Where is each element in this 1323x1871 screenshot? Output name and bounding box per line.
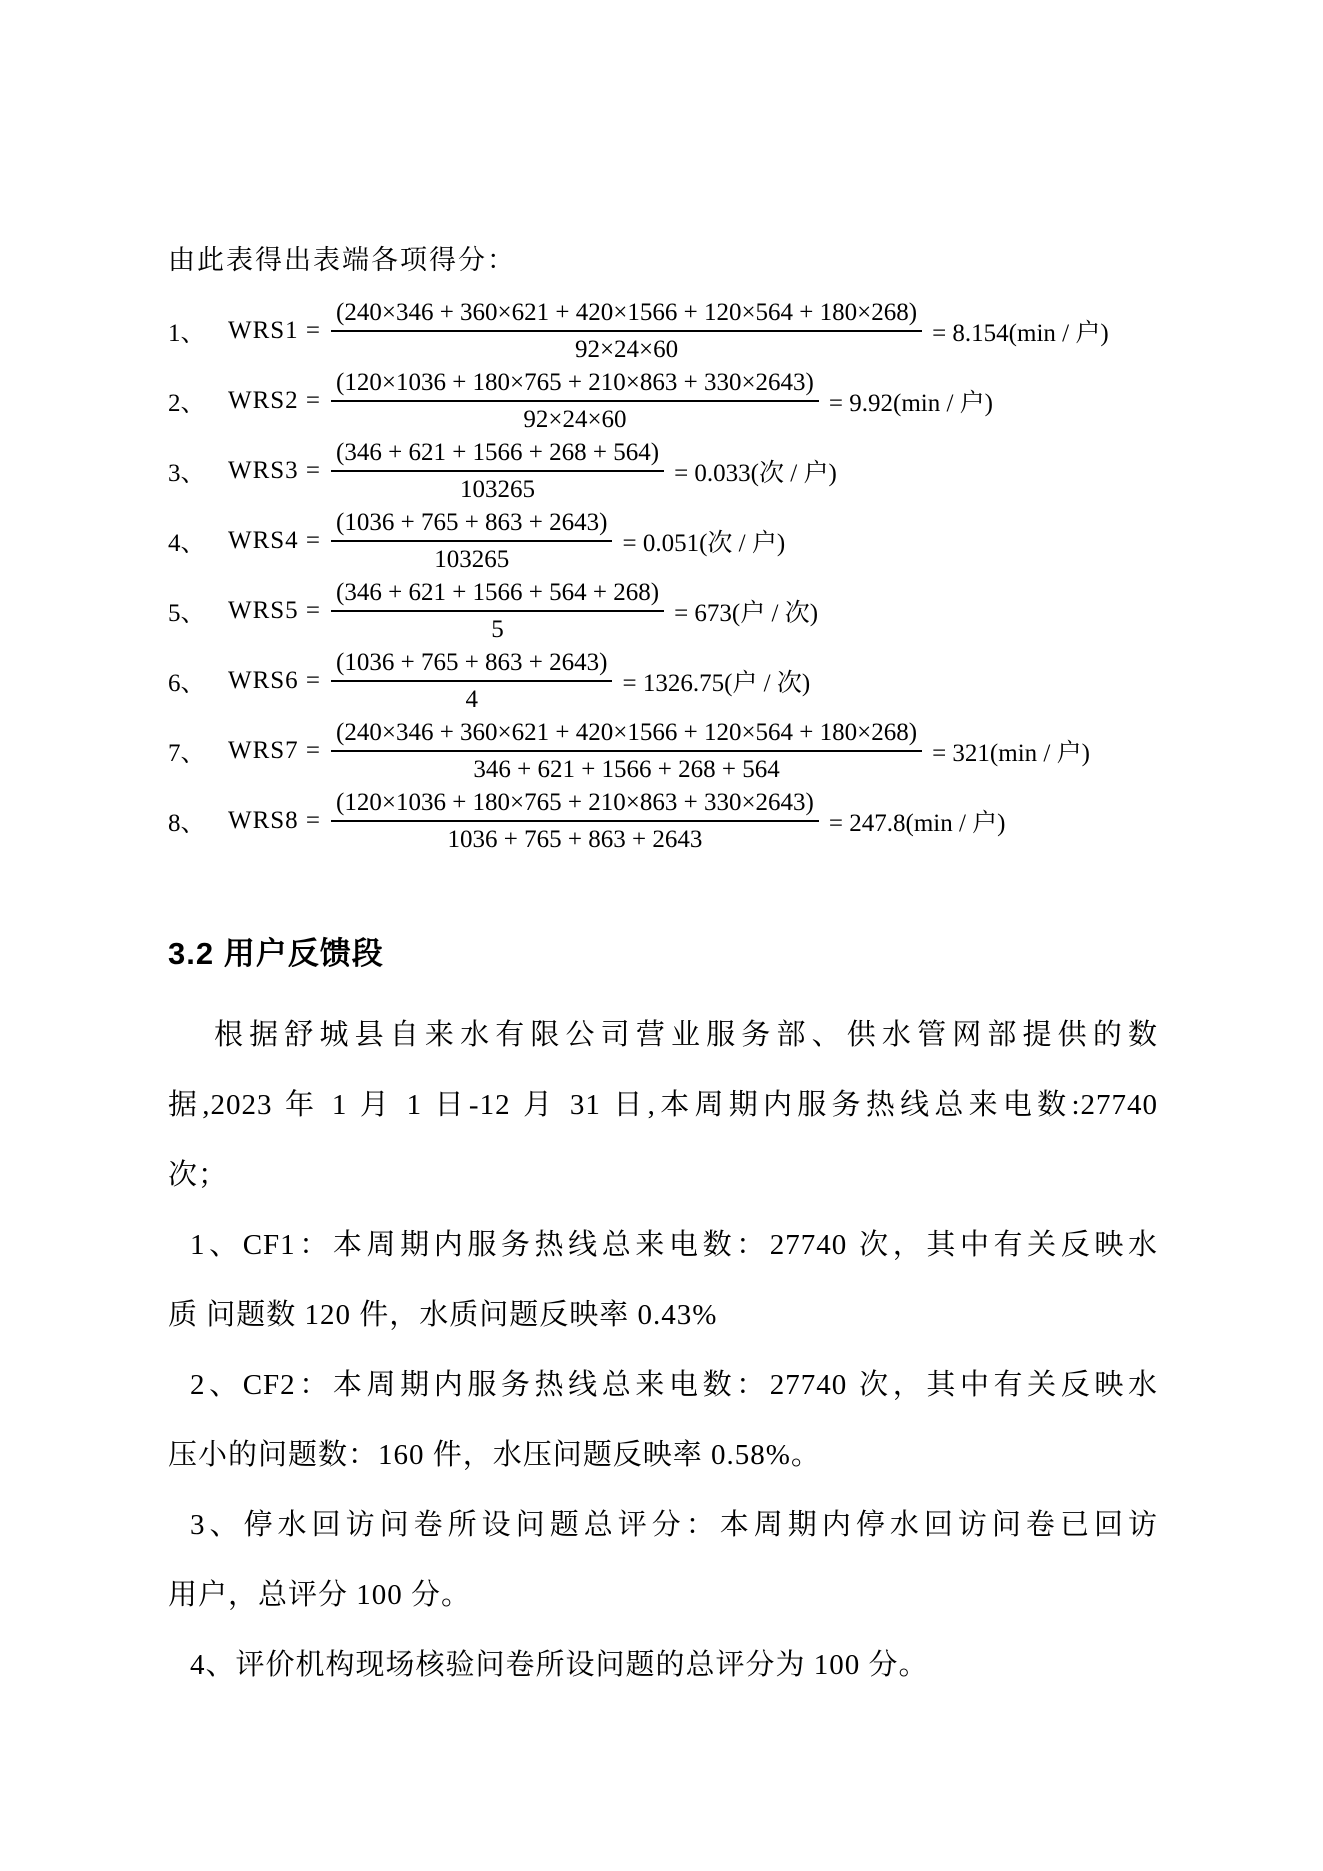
formula-row-wrs4 [168, 506, 1158, 576]
fraction-numerator: (1036 + 765 + 863 + 2643) [331, 648, 612, 683]
body-line: 压小的问题数：160 件，水压问题反映率 0.58%。 [168, 1439, 821, 1471]
formula-row-wrs6 [168, 646, 1158, 716]
formula-result: = 1326.75(户 / 次) [622, 670, 811, 697]
body-line: 1、CF1：本周期内服务热线总来电数：27740 次，其中有关反映水 [190, 1229, 1158, 1261]
fraction [331, 508, 612, 575]
formula-result: = 673(户 / 次) [674, 600, 819, 627]
fraction-denominator: 103265 [434, 546, 510, 573]
fraction [331, 298, 922, 365]
formula-result: = 8.154(min / 户) [932, 320, 1109, 347]
formula-index: 5、 [168, 600, 206, 627]
formula-index: 1、 [168, 320, 206, 347]
formula-index: 8、 [168, 810, 206, 837]
fraction-numerator: (120×1036 + 180×765 + 210×863 + 330×2643) [331, 788, 819, 823]
intro-line: 由此表得出表端各项得分： [168, 245, 516, 275]
formula-result: = 0.051(次 / 户) [622, 530, 786, 557]
fraction-denominator: 346 + 621 + 1566 + 268 + 564 [473, 756, 780, 783]
fraction [331, 648, 612, 715]
body-line: 3、停水回访问卷所设问题总评分：本周期内停水回访问卷已回访 [190, 1509, 1158, 1541]
fraction-numerator: (346 + 621 + 1566 + 564 + 268) [331, 578, 664, 613]
section-heading: 3.2 用户反馈段 [168, 936, 384, 971]
body-line: 次； [168, 1159, 229, 1191]
fraction-numerator: (240×346 + 360×621 + 420×1566 + 120×564 + 180×268) [331, 718, 922, 753]
formula-index: 4、 [168, 530, 206, 557]
formula-result: = 321(min / 户) [932, 740, 1090, 767]
body-line: 4、评价机构现场核验问卷所设问题的总评分为 100 分。 [190, 1649, 929, 1681]
fraction-numerator: (240×346 + 360×621 + 420×1566 + 120×564 + 180×268) [331, 298, 922, 333]
formula-lhs: WRS5 = [228, 597, 322, 624]
formula-lhs: WRS7 = [228, 737, 322, 764]
formula-row-wrs5 [168, 576, 1158, 646]
formula-row-wrs8 [168, 786, 1158, 856]
formula-result: = 9.92(min / 户) [828, 390, 993, 417]
formula-lhs: WRS6 = [228, 667, 322, 694]
document-content [168, 0, 1158, 1700]
body-line: 用户，总评分 100 分。 [168, 1579, 472, 1611]
body-line: 据,2023 年 1 月 1 日-12 月 31 日,本周期内服务热线总来电数:27740 [168, 1089, 1158, 1121]
fraction-denominator: 4 [465, 686, 478, 713]
formula-index: 2、 [168, 390, 206, 417]
fraction-denominator: 5 [491, 616, 504, 643]
fraction [331, 578, 664, 645]
formula-result: = 0.033(次 / 户) [674, 460, 837, 487]
formula-row-wrs7 [168, 716, 1158, 786]
fraction [331, 438, 664, 505]
fraction [331, 718, 922, 785]
body-line: 2、CF2：本周期内服务热线总来电数：27740 次，其中有关反映水 [190, 1369, 1158, 1401]
fraction-numerator: (1036 + 765 + 863 + 2643) [331, 508, 612, 543]
fraction-denominator: 92×24×60 [574, 336, 679, 363]
formula-row-wrs2 [168, 366, 1158, 436]
body-text [168, 1000, 1158, 1700]
fraction-denominator: 92×24×60 [523, 406, 627, 433]
formula-index: 6、 [168, 670, 206, 697]
formula-lhs: WRS4 = [228, 527, 322, 554]
fraction-denominator: 1036 + 765 + 863 + 2643 [447, 826, 703, 853]
fraction [331, 368, 819, 435]
formula-result: = 247.8(min / 户) [828, 810, 1006, 837]
fraction-denominator: 103265 [460, 476, 536, 503]
fraction-numerator: (346 + 621 + 1566 + 268 + 564) [331, 438, 664, 473]
formula-row-wrs3 [168, 436, 1158, 506]
formula-lhs: WRS3 = [228, 457, 322, 484]
formula-lhs: WRS2 = [228, 387, 322, 414]
formula-index: 7、 [168, 740, 206, 767]
fraction [331, 788, 819, 855]
formula-list [168, 296, 1158, 856]
formula-lhs: WRS1 = [228, 317, 322, 344]
fraction-numerator: (120×1036 + 180×765 + 210×863 + 330×2643) [331, 368, 819, 403]
formula-index: 3、 [168, 460, 206, 487]
body-line: 质 问题数 120 件，水质问题反映率 0.43% [168, 1299, 718, 1331]
formula-row-wrs1 [168, 296, 1158, 366]
formula-lhs: WRS8 = [228, 807, 322, 834]
body-line: 根据舒城县自来水有限公司营业服务部、供水管网部提供的数 [214, 1019, 1158, 1051]
